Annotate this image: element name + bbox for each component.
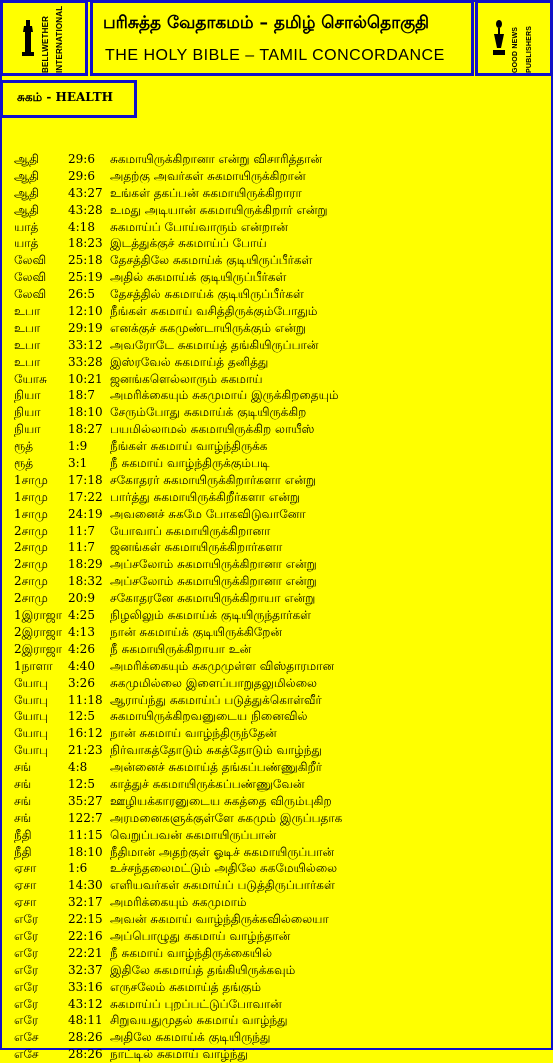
book-abbrev: 1சாமு bbox=[14, 489, 48, 504]
concordance-row bbox=[0, 708, 553, 725]
book-abbrev: ரூத் bbox=[14, 456, 34, 471]
book-abbrev: எசே bbox=[14, 1030, 39, 1045]
verse-excerpt: சகோதரனே சுகமாயிருக்கிறாயா என்று bbox=[110, 591, 316, 606]
book-abbrev: 2சாமு bbox=[14, 591, 48, 606]
verse-ref: 28:26 bbox=[68, 1047, 103, 1062]
concordance-row bbox=[0, 658, 553, 675]
concordance-row bbox=[0, 860, 553, 877]
verse-excerpt: வெறுப்பவன் சுகமாயிருப்பான் bbox=[110, 827, 277, 842]
book-abbrev: உபா bbox=[14, 320, 41, 335]
concordance-row bbox=[0, 894, 553, 911]
concordance-row bbox=[0, 776, 553, 793]
book-abbrev: ஏசா bbox=[14, 861, 37, 876]
verse-excerpt: சுகமுமில்லை இளைப்பாறுதலுமில்லை bbox=[110, 675, 318, 690]
verse-excerpt: ஜனங்கள் சுகமாயிருக்கிறார்களா bbox=[110, 540, 283, 555]
concordance-row bbox=[0, 979, 553, 996]
book-abbrev: ஆதி bbox=[14, 152, 40, 166]
concordance-row bbox=[0, 996, 553, 1013]
verse-ref: 33:16 bbox=[68, 979, 103, 994]
concordance-row bbox=[0, 810, 553, 827]
book-abbrev: உபா bbox=[14, 354, 41, 369]
verse-excerpt: சேரும்போது சுகமாய்க் குடியிருக்கிற bbox=[110, 405, 307, 420]
verse-ref: 1:9 bbox=[68, 439, 88, 454]
verse-excerpt: நீங்கள் சுகமாய் வசித்திருக்கும்போதும் bbox=[110, 304, 318, 319]
book-abbrev: 1சாமு bbox=[14, 472, 48, 487]
verse-excerpt: சுகமாய்ப் போய்வாரும் என்றான் bbox=[110, 219, 288, 234]
verse-ref: 21:23 bbox=[68, 743, 103, 758]
concordance-row bbox=[0, 742, 553, 759]
book-abbrev: நியா bbox=[14, 388, 41, 403]
concordance-row bbox=[0, 337, 553, 354]
verse-ref: 12:10 bbox=[68, 304, 103, 319]
book-abbrev: சங் bbox=[14, 760, 32, 775]
verse-ref: 43:27 bbox=[68, 185, 103, 200]
verse-ref: 17:18 bbox=[68, 472, 103, 487]
verse-ref: 22:15 bbox=[68, 912, 103, 927]
book-abbrev: எரே bbox=[14, 962, 39, 977]
concordance-row bbox=[0, 455, 553, 472]
verse-excerpt: அமரிக்கையும் சுகமுமாய் இருக்கிறதையும் bbox=[110, 388, 339, 403]
concordance-row bbox=[0, 573, 553, 590]
verse-excerpt: அரமனைகளுக்குள்ளே சுகமும் இருப்பதாக bbox=[110, 810, 343, 825]
book-abbrev: எரே bbox=[14, 996, 39, 1011]
verse-ref: 29:19 bbox=[68, 320, 103, 335]
concordance-row bbox=[0, 235, 553, 252]
concordance-row bbox=[0, 624, 553, 641]
concordance-row bbox=[0, 539, 553, 556]
concordance-row bbox=[0, 151, 553, 168]
book-abbrev: நியா bbox=[14, 422, 41, 437]
concordance-row bbox=[0, 827, 553, 844]
book-abbrev: லேவி bbox=[14, 270, 47, 285]
verse-excerpt: பார்த்து சுகமாயிருக்கிறீர்களா என்று bbox=[110, 489, 300, 504]
verse-ref: 20:9 bbox=[68, 591, 95, 606]
book-abbrev: எரே bbox=[14, 912, 39, 927]
book-abbrev: யோபு bbox=[14, 675, 49, 690]
verse-ref: 25:19 bbox=[68, 270, 103, 285]
book-abbrev: ஆதி bbox=[14, 185, 40, 200]
verse-ref: 4:18 bbox=[68, 219, 95, 234]
verse-excerpt: எருசலேம் சுகமாய்த் தங்கும் bbox=[110, 979, 262, 994]
book-abbrev: ஏசா bbox=[14, 895, 37, 910]
book-abbrev: எரே bbox=[14, 945, 39, 960]
book-abbrev: லேவி bbox=[14, 253, 47, 268]
book-abbrev: யோபு bbox=[14, 692, 49, 707]
verse-excerpt: எனக்குச் சுகமுண்டாயிருக்கும் என்று bbox=[110, 320, 306, 335]
verse-excerpt: அவனைச் சுகமே போகவிடுவானோ bbox=[110, 506, 306, 521]
verse-ref: 18:10 bbox=[68, 844, 103, 859]
title-english: THE HOLY BIBLE – TAMIL CONCORDANCE bbox=[105, 47, 445, 64]
title-tamil: பரிசுத்த வேதாகமம் – தமிழ் சொல்தொகுதி bbox=[103, 13, 430, 33]
book-abbrev: சங் bbox=[14, 793, 32, 808]
concordance-row bbox=[0, 354, 553, 371]
verse-ref: 12:5 bbox=[68, 776, 95, 791]
book-abbrev: லேவி bbox=[14, 287, 47, 302]
concordance-row bbox=[0, 506, 553, 523]
verse-ref: 28:26 bbox=[68, 1030, 103, 1045]
concordance-row bbox=[0, 928, 553, 945]
book-abbrev: எரே bbox=[14, 979, 39, 994]
verse-ref: 33:28 bbox=[68, 354, 103, 369]
verse-excerpt: அப்பொழுது சுகமாய் வாழ்ந்தான் bbox=[110, 928, 291, 943]
verse-excerpt: சுகமாயிருக்கிறவனுடைய நினைவில் bbox=[110, 709, 308, 724]
concordance-row bbox=[0, 945, 553, 962]
concordance-row bbox=[0, 1046, 553, 1063]
book-abbrev: எரே bbox=[14, 928, 39, 943]
concordance-row bbox=[0, 725, 553, 742]
verse-ref: 43:28 bbox=[68, 202, 103, 217]
verse-ref: 3:1 bbox=[68, 456, 88, 471]
concordance-row bbox=[0, 219, 553, 236]
left-logo-text: BELLWETHER INTERNATIONAL bbox=[41, 5, 64, 73]
verse-excerpt: அப்சலோம் சுகமாயிருக்கிறானா என்று bbox=[110, 574, 317, 589]
verse-excerpt: நிர்வாகத்தோடும் சுகத்தோடும் வாழ்ந்து bbox=[110, 743, 322, 758]
verse-ref: 18:23 bbox=[68, 236, 103, 251]
verse-ref: 4:40 bbox=[68, 658, 95, 673]
book-abbrev: யோபு bbox=[14, 709, 49, 724]
verse-ref: 10:21 bbox=[68, 371, 103, 386]
book-abbrev: நீதி bbox=[14, 844, 32, 859]
verse-ref: 11:7 bbox=[68, 540, 95, 555]
concordance-row bbox=[0, 759, 553, 776]
verse-ref: 18:10 bbox=[68, 405, 103, 420]
verse-excerpt: அதிலே சுகமாய்க் குடியிருந்து bbox=[110, 1030, 271, 1045]
book-abbrev: ரூத் bbox=[14, 439, 34, 454]
bellwether-logo bbox=[3, 3, 85, 73]
verse-ref: 11:7 bbox=[68, 523, 95, 538]
book-abbrev: ஏசா bbox=[14, 878, 37, 893]
book-abbrev: ஆதி bbox=[14, 168, 40, 183]
book-abbrev: யாத் bbox=[14, 236, 39, 251]
concordance-row bbox=[0, 303, 553, 320]
verse-ref: 25:18 bbox=[68, 253, 103, 268]
verse-ref: 4:13 bbox=[68, 624, 95, 639]
verse-ref: 122:7 bbox=[68, 810, 103, 825]
verse-ref: 17:22 bbox=[68, 489, 103, 504]
verse-ref: 1:6 bbox=[68, 861, 88, 876]
verse-excerpt: பயமில்லாமல் சுகமாயிருக்கிற லாயீஸ் bbox=[110, 422, 315, 437]
verse-ref: 4:8 bbox=[68, 760, 88, 775]
right-logo-text: GOOD NEWS PUBLISHERS bbox=[511, 25, 533, 73]
verse-excerpt: ஆராய்ந்து சுகமாய்ப் படுத்துக்கொள்வீர் bbox=[110, 692, 322, 707]
verse-excerpt: உமது அடியான் சுகமாயிருக்கிறார் என்று bbox=[110, 202, 328, 217]
verse-excerpt: அதில் சுகமாய்க் குடியிருப்பீர்கள் bbox=[110, 270, 287, 285]
concordance-row bbox=[0, 607, 553, 624]
verse-excerpt: சகோதரர் சுகமாயிருக்கிறார்களா என்று bbox=[110, 472, 316, 487]
verse-ref: 3:26 bbox=[68, 675, 95, 690]
concordance-row bbox=[0, 641, 553, 658]
verse-ref: 22:21 bbox=[68, 945, 103, 960]
verse-ref: 33:12 bbox=[68, 337, 103, 352]
verse-excerpt: அப்சலோம் சுகமாயிருக்கிறானா என்று bbox=[110, 557, 317, 572]
verse-ref: 32:37 bbox=[68, 962, 103, 977]
verse-ref: 29:6 bbox=[68, 152, 95, 166]
concordance-row bbox=[0, 371, 553, 388]
bell-tower-icon bbox=[21, 18, 35, 58]
verse-ref: 24:19 bbox=[68, 506, 103, 521]
book-abbrev: உபா bbox=[14, 304, 41, 319]
concordance-row bbox=[0, 252, 553, 269]
book-abbrev: யாத் bbox=[14, 219, 39, 234]
verse-ref: 29:6 bbox=[68, 168, 95, 183]
verse-ref: 4:26 bbox=[68, 641, 95, 656]
concordance-row bbox=[0, 793, 553, 810]
verse-excerpt: யோவாப் சுகமாயிருக்கிறானா bbox=[110, 523, 271, 538]
verse-excerpt: நான் சுகமாய் வாழ்ந்திருந்தேன் bbox=[110, 726, 277, 741]
verse-excerpt: அவரோடே சுகமாய்த் தங்கியிருப்பான் bbox=[110, 337, 319, 352]
concordance-list bbox=[0, 151, 553, 1063]
verse-excerpt: இதிலே சுகமாய்த் தங்கியிருக்கவும் bbox=[110, 962, 296, 977]
verse-ref: 14:30 bbox=[68, 878, 103, 893]
verse-ref: 48:11 bbox=[68, 1013, 103, 1028]
book-abbrev: 2சாமு bbox=[14, 557, 48, 572]
book-abbrev: சங் bbox=[14, 776, 32, 791]
verse-ref: 16:12 bbox=[68, 726, 103, 741]
book-abbrev: 2இராஜா bbox=[14, 624, 63, 639]
section-heading: சுகம் - HEALTH bbox=[17, 90, 114, 104]
verse-ref: 18:27 bbox=[68, 422, 103, 437]
verse-excerpt: இஸ்ரவேல் சுகமாய்த் தனித்து bbox=[110, 354, 269, 369]
book-abbrev: யோசு bbox=[14, 371, 47, 386]
concordance-row bbox=[0, 675, 553, 692]
verse-excerpt: அமரிக்கையும் சுகமுமுள்ள விஸ்தாரமான bbox=[110, 658, 335, 673]
verse-excerpt: நீங்கள் சுகமாய் வாழ்ந்திருக்க bbox=[110, 439, 268, 454]
verse-excerpt: ஊழியக்காரனுடைய சுகத்தை விரும்புகிற bbox=[110, 793, 332, 808]
verse-excerpt: அதற்கு அவர்கள் சுகமாயிருக்கிறான் bbox=[110, 168, 306, 183]
verse-ref: 32:17 bbox=[68, 895, 103, 910]
book-abbrev: 2இராஜா bbox=[14, 641, 63, 656]
verse-excerpt: இடத்துக்குச் சுகமாய்ப் போய் bbox=[110, 236, 267, 251]
concordance-row bbox=[0, 877, 553, 894]
concordance-row bbox=[0, 1029, 553, 1046]
verse-excerpt: சுகமாய்ப் புறப்பட்டுப்போவான் bbox=[110, 996, 282, 1011]
verse-ref: 18:29 bbox=[68, 557, 103, 572]
concordance-row bbox=[0, 472, 553, 489]
book-abbrev: 2சாமு bbox=[14, 540, 48, 555]
concordance-row bbox=[0, 387, 553, 404]
concordance-row bbox=[0, 962, 553, 979]
concordance-row bbox=[0, 320, 553, 337]
verse-excerpt: நீதிமான் அதற்குள் ஓடிச் சுகமாயிருப்பான் bbox=[110, 844, 335, 859]
verse-excerpt: எளியவர்கள் சுகமாய்ப் படுத்திருப்பார்கள் bbox=[110, 878, 335, 893]
verse-ref: 26:5 bbox=[68, 287, 95, 302]
book-abbrev: உபா bbox=[14, 337, 41, 352]
book-abbrev: ஆதி bbox=[14, 202, 40, 217]
book-abbrev: எரே bbox=[14, 1013, 39, 1028]
verse-excerpt: ஜனங்களெல்லாரும் சுகமாய் bbox=[110, 371, 263, 386]
verse-excerpt: உங்கள் தகப்பன் சுகமாயிருக்கிறாரா bbox=[110, 185, 302, 200]
book-abbrev: 2சாமு bbox=[14, 574, 48, 589]
concordance-row bbox=[0, 844, 553, 861]
verse-excerpt: சுகமாயிருக்கிறானா என்று விசாரித்தான் bbox=[110, 152, 323, 166]
verse-ref: 12:5 bbox=[68, 709, 95, 724]
book-abbrev: 2சாமு bbox=[14, 523, 48, 538]
concordance-row bbox=[0, 556, 553, 573]
book-abbrev: 1நாளா bbox=[14, 658, 53, 673]
book-abbrev: நீதி bbox=[14, 827, 32, 842]
concordance-row bbox=[0, 404, 553, 421]
verse-ref: 35:27 bbox=[68, 793, 103, 808]
concordance-row bbox=[0, 1012, 553, 1029]
verse-excerpt: சிறுவயதுமுதல் சுகமாய் வாழ்ந்து bbox=[110, 1013, 288, 1028]
verse-excerpt: அன்னைச் சுகமாய்த் தங்கப்பண்ணுகிறீர் bbox=[110, 760, 322, 775]
verse-excerpt: அமரிக்கையும் சுகமுமாம் bbox=[110, 895, 247, 910]
goodnews-logo bbox=[478, 3, 550, 73]
right-logo-box bbox=[475, 0, 553, 76]
book-abbrev: 1சாமு bbox=[14, 506, 48, 521]
concordance-row bbox=[0, 286, 553, 303]
concordance-row bbox=[0, 202, 553, 219]
verse-ref: 18:32 bbox=[68, 574, 103, 589]
book-abbrev: நியா bbox=[14, 405, 41, 420]
concordance-row bbox=[0, 489, 553, 506]
book-abbrev: எசே bbox=[14, 1047, 39, 1062]
verse-excerpt: நாட்டில் சுகமாய் வாழ்ந்து bbox=[110, 1047, 248, 1062]
concordance-row bbox=[0, 185, 553, 202]
concordance-row bbox=[0, 421, 553, 438]
verse-excerpt: நீ சுகமாய் வாழ்ந்திருக்கும்படி bbox=[110, 456, 270, 471]
concordance-row bbox=[0, 269, 553, 286]
book-abbrev: சங் bbox=[14, 810, 32, 825]
concordance-row bbox=[0, 168, 553, 185]
verse-excerpt: நான் சுகமாய்க் குடியிருக்கிறேன் bbox=[110, 624, 283, 639]
verse-excerpt: தேசத்திலே சுகமாய்க் குடியிருப்பீர்கள் bbox=[110, 253, 313, 268]
verse-excerpt: நீ சுகமாயிருக்கிறாயா உன் bbox=[110, 641, 252, 656]
verse-excerpt: அவன் சுகமாய் வாழ்ந்திருக்கவில்லையா bbox=[110, 912, 329, 927]
lamp-icon bbox=[492, 18, 506, 58]
verse-ref: 22:16 bbox=[68, 928, 103, 943]
verse-excerpt: நீ சுகமாய் வாழ்ந்திருக்கையில் bbox=[110, 945, 273, 960]
concordance-row bbox=[0, 590, 553, 607]
verse-ref: 4:25 bbox=[68, 608, 95, 623]
title-box bbox=[90, 0, 474, 76]
concordance-row bbox=[0, 523, 553, 540]
verse-ref: 11:18 bbox=[68, 692, 103, 707]
verse-excerpt: காத்துச் சுகமாயிருக்கப்பண்ணுவேன் bbox=[110, 776, 305, 791]
concordance-row bbox=[0, 692, 553, 709]
verse-excerpt: உச்சந்தலைமட்டும் அதிலே சுகமேயில்லை bbox=[110, 861, 338, 876]
book-abbrev: 1இராஜா bbox=[14, 608, 63, 623]
concordance-row bbox=[0, 438, 553, 455]
left-logo-box bbox=[0, 0, 88, 76]
book-abbrev: யோபு bbox=[14, 726, 49, 741]
verse-excerpt: தேசத்தில் சுகமாய்க் குடியிருப்பீர்கள் bbox=[110, 287, 304, 302]
verse-excerpt: நிழலிலும் சுகமாய்க் குடியிருந்தார்கள் bbox=[110, 608, 311, 623]
verse-ref: 43:12 bbox=[68, 996, 103, 1011]
verse-ref: 18:7 bbox=[68, 388, 95, 403]
verse-ref: 11:15 bbox=[68, 827, 103, 842]
concordance-row bbox=[0, 911, 553, 928]
book-abbrev: யோபு bbox=[14, 743, 49, 758]
section-heading-box bbox=[0, 80, 137, 118]
